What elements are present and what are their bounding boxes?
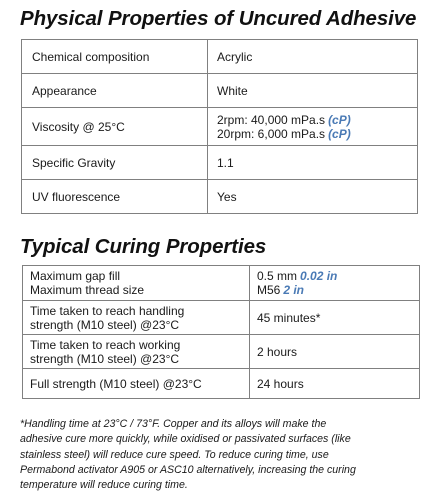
property-label bbox=[23, 266, 250, 301]
footnote bbox=[20, 417, 430, 493]
label-line: Time taken to reach working bbox=[30, 337, 181, 352]
uncured-properties-heading: Physical Properties of Uncured Adhesive bbox=[20, 7, 417, 30]
footnote-line: temperature will reduce curing time. bbox=[20, 479, 188, 492]
gap-fill-label: Maximum gap fill bbox=[30, 269, 121, 283]
uncured-properties-table bbox=[21, 39, 418, 214]
property-value bbox=[208, 108, 418, 146]
thread-size-unit: 2 in bbox=[283, 283, 305, 297]
table-row bbox=[23, 266, 420, 301]
footnote-line: Permabond activator A905 or ASC10 alternatively, increasing the curing bbox=[20, 463, 356, 476]
property-value: Yes bbox=[208, 180, 418, 214]
label-line: strength (M10 steel) @23°C bbox=[30, 351, 180, 366]
table-row bbox=[23, 335, 420, 369]
gap-fill-value: 0.5 mm bbox=[257, 269, 298, 283]
gap-fill-unit: 0.02 in bbox=[300, 269, 338, 283]
viscosity-unit: (cP) bbox=[328, 126, 351, 141]
viscosity-value-2rpm: 2rpm: 40,000 mPa.s bbox=[217, 112, 326, 127]
property-value: 2 hours bbox=[250, 335, 420, 369]
property-label: UV fluorescence bbox=[22, 180, 208, 214]
table-row bbox=[22, 180, 418, 214]
property-label: Full strength (M10 steel) @23°C bbox=[23, 369, 250, 399]
property-label: Viscosity @ 25°C bbox=[22, 108, 208, 146]
table-row bbox=[23, 301, 420, 335]
label-line: strength (M10 steel) @23°C bbox=[30, 317, 180, 332]
thread-size-label: Maximum thread size bbox=[30, 283, 145, 297]
table-row bbox=[23, 369, 420, 399]
table-row bbox=[22, 146, 418, 180]
property-label bbox=[23, 301, 250, 335]
viscosity-unit: (cP) bbox=[328, 112, 351, 127]
thread-size-value: M56 bbox=[257, 283, 281, 297]
property-value: Acrylic bbox=[208, 40, 418, 74]
property-value bbox=[250, 266, 420, 301]
table-row bbox=[22, 40, 418, 74]
property-value: 1.1 bbox=[208, 146, 418, 180]
property-label: Chemical composition bbox=[22, 40, 208, 74]
footnote-line: *Handling time at 23°C / 73°F. Copper and its alloys will make the bbox=[20, 418, 327, 430]
viscosity-value-20rpm: 20rpm: 6,000 mPa.s bbox=[217, 126, 326, 141]
table-row bbox=[22, 74, 418, 108]
table-row bbox=[22, 108, 418, 146]
property-label bbox=[23, 335, 250, 369]
footnote-line: adhesive cure more quickly, while oxidised or passivated surfaces (like bbox=[20, 433, 351, 446]
footnote-line: stainless steel) will reduce cure speed. To reduce curing time, use bbox=[20, 448, 329, 461]
property-label: Specific Gravity bbox=[22, 146, 208, 180]
curing-properties-heading: Typical Curing Properties bbox=[20, 235, 267, 258]
property-label: Appearance bbox=[22, 74, 208, 108]
curing-properties-table bbox=[22, 265, 420, 399]
property-value: 24 hours bbox=[250, 369, 420, 399]
property-value: 45 minutes* bbox=[250, 301, 420, 335]
label-line: Time taken to reach handling bbox=[30, 303, 185, 318]
property-value: White bbox=[208, 74, 418, 108]
